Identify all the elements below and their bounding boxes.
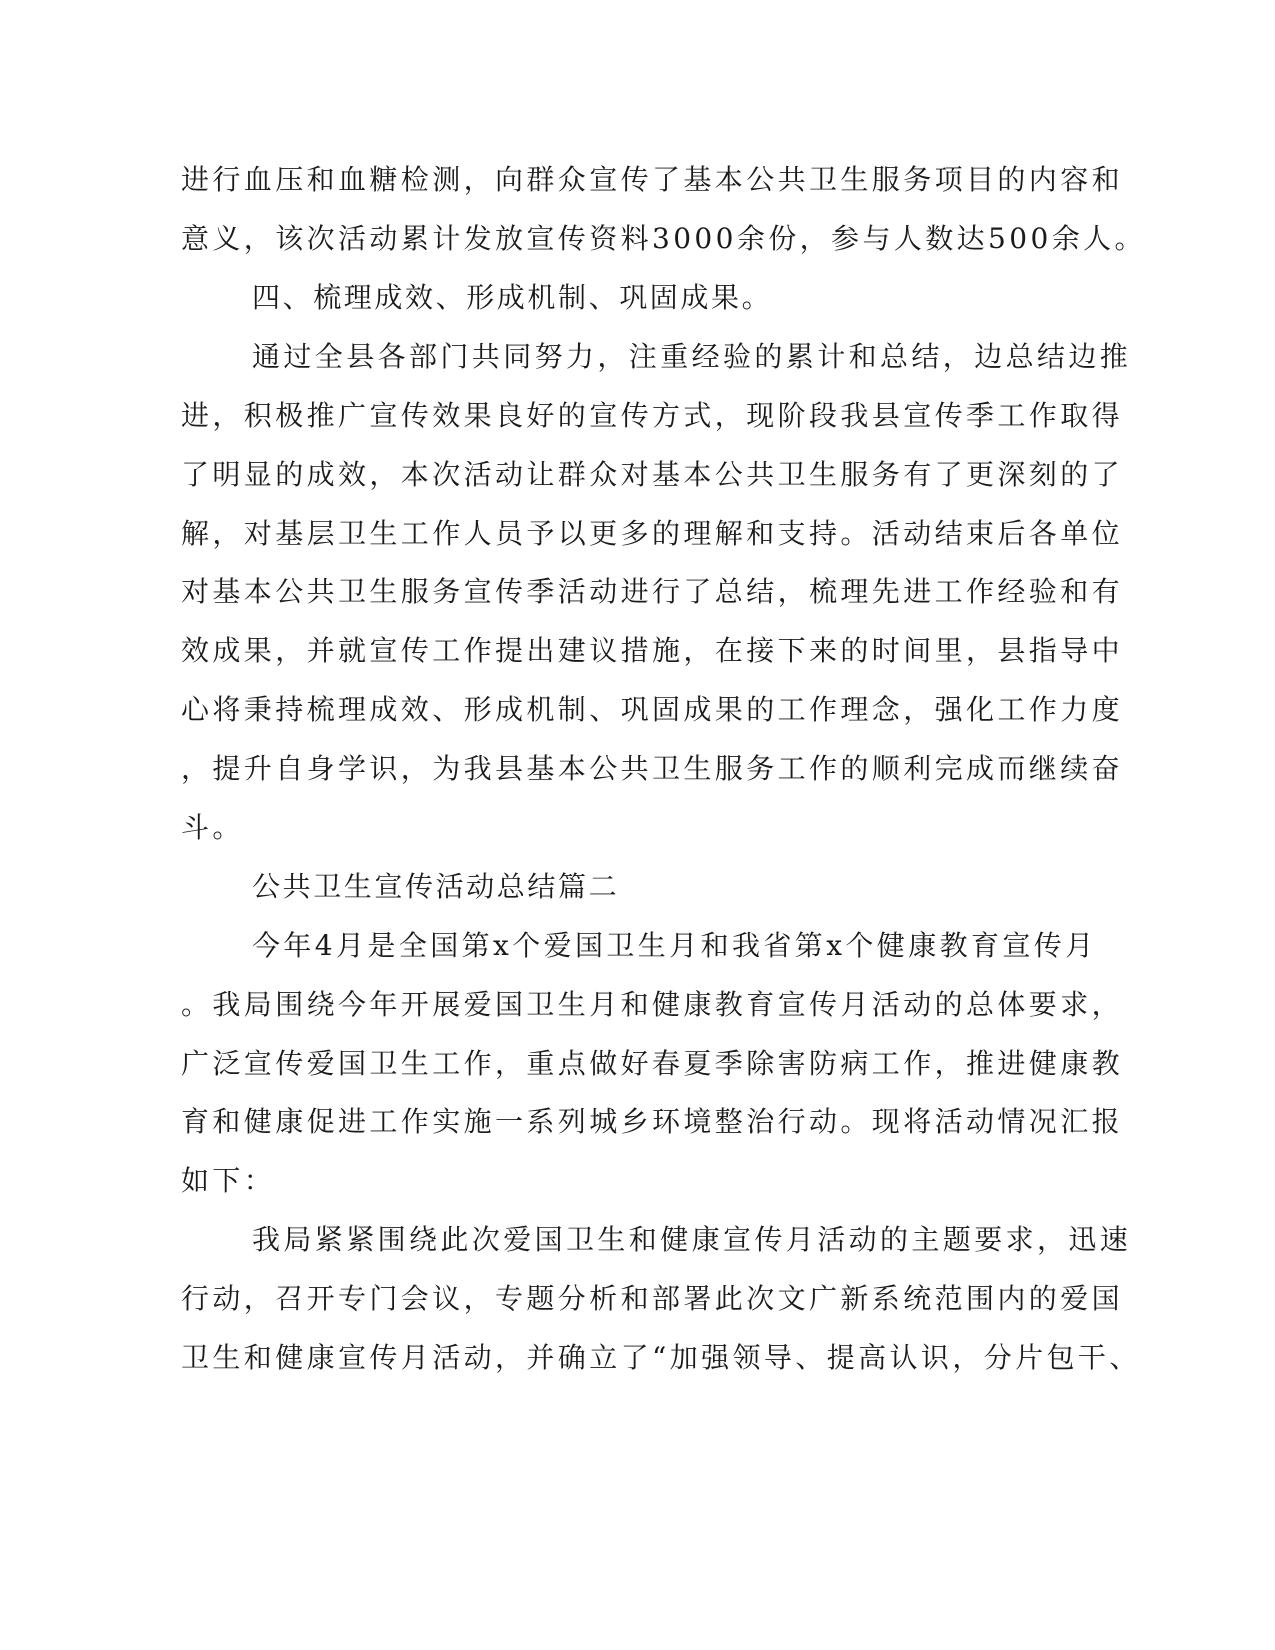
text-line: 进，积极推广宣传效果良好的宣传方式，现阶段我县宣传季工作取得 [181, 399, 1124, 432]
text-line: 了明显的成效，本次活动让群众对基本公共卫生服务有了更深刻的了 [181, 458, 1124, 491]
section-heading: 四、梳理成效、形成机制、巩固成果。 [252, 281, 773, 314]
text-line: 行动，召开专门会议，专题分析和部署此次文广新系统范围内的爱国 [181, 1282, 1124, 1315]
text-line: 如下： [181, 1164, 276, 1197]
text-line: 效成果，并就宣传工作提出建议措施，在接下来的时间里，县指导中 [181, 634, 1124, 667]
text-line: 卫生和健康宣传月活动，并确立了“加强领导、提高认识，分片包干、 [181, 1341, 1141, 1374]
text-line: 意义，该次活动累计发放宣传资料3000余份，参与人数达500余人。 [181, 222, 1146, 255]
text-line: 对基本公共卫生服务宣传季活动进行了总结，梳理先进工作经验和有 [181, 575, 1124, 608]
article-subtitle: 公共卫生宣传活动总结篇二 [252, 870, 620, 903]
text-line: 通过全县各部门共同努力，注重经验的累计和总结，边总结边推 [252, 340, 1132, 373]
text-line: 今年4月是全国第x个爱国卫生月和我省第x个健康教育宣传月 [252, 929, 1097, 962]
text-line: 解，对基层卫生工作人员予以更多的理解和支持。活动结束后各单位 [181, 517, 1124, 550]
text-line: 心将秉持梳理成效、形成机制、巩固成果的工作理念，强化工作力度 [181, 693, 1124, 726]
text-line: 进行血压和血糖检测，向群众宣传了基本公共卫生服务项目的内容和 [181, 163, 1124, 196]
text-line: ，提升自身学识，为我县基本公共卫生服务工作的顺利完成而继续奋 [181, 752, 1124, 785]
text-line: 。我局围绕今年开展爱国卫生月和健康教育宣传月活动的总体要求， [181, 988, 1124, 1021]
text-line: 我局紧紧围绕此次爱国卫生和健康宣传月活动的主题要求，迅速 [252, 1223, 1132, 1256]
text-line: 育和健康促进工作实施一系列城乡环境整治行动。现将活动情况汇报 [181, 1105, 1124, 1138]
text-line: 广泛宣传爱国卫生工作，重点做好春夏季除害防病工作，推进健康教 [181, 1047, 1124, 1080]
text-line: 斗。 [181, 811, 244, 844]
